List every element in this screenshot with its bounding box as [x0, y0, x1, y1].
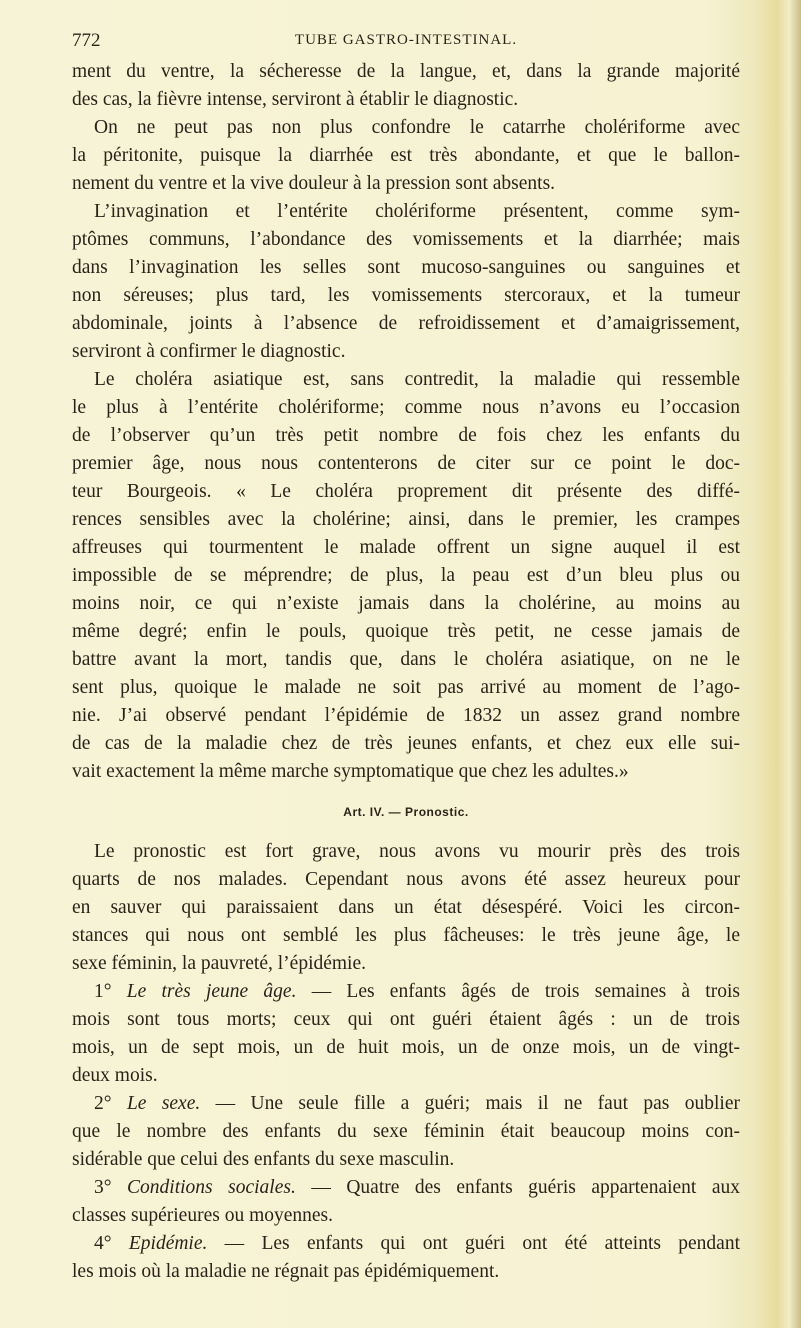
- text-run: vait exactement la même marche symptomatique que chez les adultes.»: [72, 761, 629, 782]
- text-run: — Les enfants âgés de trois semaines à trois: [296, 981, 740, 1002]
- text-run: de cas de la maladie chez de très jeunes enfants, et chez eux elle sui-: [72, 733, 740, 754]
- text-line: [72, 730, 740, 758]
- text-run: nie. J’ai observé pendant l’épidémie de 1832 un assez grand nombre: [72, 705, 740, 726]
- text-run: teur Bourgeois. « Le choléra proprement dit présente des diffé-: [72, 481, 740, 502]
- text-run: même degré; enfin le pouls, quoique très petit, ne cesse jamais de: [72, 621, 740, 642]
- text-line: [72, 58, 740, 86]
- text-line: [72, 86, 740, 114]
- text-run: — Les enfants qui ont guéri ont été atteints pendant: [207, 1233, 740, 1254]
- text-run: en sauver qui paraissaient dans un état désespéré. Voici les circon-: [72, 897, 740, 918]
- text-line: [72, 618, 740, 646]
- text-line: [72, 646, 740, 674]
- text-run: mois, un de sept mois, un de huit mois, un de onze mois, un de vingt-: [72, 1037, 740, 1058]
- text-line: [72, 338, 740, 366]
- section-heading: Art. IV. — Pronostic.: [343, 805, 469, 819]
- text-line: [72, 282, 740, 310]
- text-run: de l’observer qu’un très petit nombre de fois chez les enfants du: [72, 425, 740, 446]
- text-run: non séreuses; plus tard, les vomissements stercoraux, et la tumeur: [72, 285, 740, 306]
- text-run: — Une seule fille a guéri; mais il ne faut pas oublier: [200, 1093, 740, 1114]
- text-line: [72, 1090, 740, 1118]
- text-run: le plus à l’entérite cholériforme; comme nous n’avons eu l’occasion: [72, 397, 740, 418]
- text-line: [72, 1174, 740, 1202]
- text-line: [72, 978, 740, 1006]
- text-run: ment du ventre, la sécheresse de la langue, et, dans la grande majorité: [72, 61, 740, 82]
- text-line: [72, 198, 740, 226]
- text-run: — Quatre des enfants guéris appartenaient aux: [295, 1177, 740, 1198]
- text-line: [72, 142, 740, 170]
- text-line: [72, 1202, 740, 1230]
- text-line: [72, 758, 740, 786]
- text-run: sexe féminin, la pauvreté, l’épidémie.: [72, 953, 367, 974]
- text-run: la péritonite, puisque la diarrhée est très abondante, et que le ballon-: [72, 145, 740, 166]
- text-run: 1°: [94, 981, 127, 1002]
- text-run: Le pronostic est fort grave, nous avons vu mourir près des trois: [94, 841, 740, 862]
- text-line: [72, 422, 740, 450]
- paragraph: [72, 114, 740, 198]
- text-line: [72, 866, 740, 894]
- text-run: dans l’invagination les selles sont mucoso-sanguines ou sanguines et: [72, 257, 740, 278]
- text-run: quarts de nos malades. Cependant nous avons été assez heureux pour: [72, 869, 740, 890]
- text-line: [72, 254, 740, 282]
- italic-subheading: Le sexe.: [126, 1093, 201, 1114]
- paragraph: [72, 1090, 740, 1174]
- text-line: [72, 1062, 740, 1090]
- text-line: [72, 478, 740, 506]
- text-line: [72, 1118, 740, 1146]
- italic-subheading: Conditions sociales.: [127, 1177, 296, 1198]
- text-line: [72, 838, 740, 866]
- text-run: deux mois.: [72, 1065, 158, 1086]
- paragraph: [72, 1230, 740, 1286]
- text-line: [72, 894, 740, 922]
- running-header: [72, 30, 740, 58]
- page-number: 772: [72, 30, 101, 51]
- text-run: sent plus, quoique le malade ne soit pas arrivé au moment de l’ago-: [72, 677, 740, 698]
- text-run: rences sensibles avec la cholérine; ainsi, dans le premier, les crampes: [72, 509, 740, 530]
- text-run: les mois où la maladie ne régnait pas épidémiquement.: [72, 1261, 500, 1282]
- text-line: [72, 394, 740, 422]
- text-run: stances qui nous ont semblé les plus fâcheuses: le très jeune âge, le: [72, 925, 740, 946]
- paragraph: [72, 1174, 740, 1230]
- text-line: [72, 1034, 740, 1062]
- text-run: que le nombre des enfants du sexe féminin était beaucoup moins con-: [72, 1121, 740, 1142]
- text-run: moins noir, ce qui n’existe jamais dans la cholérine, au moins au: [72, 593, 740, 614]
- text-run: premier âge, nous nous contenterons de citer sur ce point le doc-: [72, 453, 740, 474]
- text-line: [72, 1146, 740, 1174]
- italic-subheading: Epidémie.: [128, 1233, 208, 1254]
- text-line: [72, 950, 740, 978]
- text-run: 3°: [94, 1177, 128, 1198]
- text-run: L’invagination et l’entérite cholériforme présentent, comme sym-: [94, 201, 740, 222]
- page-body: [72, 58, 740, 1286]
- text-line: [72, 674, 740, 702]
- text-line: [72, 534, 740, 562]
- text-run: impossible de se méprendre; de plus, la peau est d’un bleu plus ou: [72, 565, 740, 586]
- text-line: [72, 310, 740, 338]
- text-run: 2°: [94, 1093, 127, 1114]
- text-run: ptômes communs, l’abondance des vomissements et la diarrhée; mais: [72, 229, 740, 250]
- text-line: [72, 226, 740, 254]
- text-line: [72, 114, 740, 142]
- text-run: 4°: [94, 1233, 129, 1254]
- text-line: [72, 1006, 740, 1034]
- text-run: nement du ventre et la vive douleur à la pression sont absents.: [72, 173, 556, 194]
- text-line: [72, 590, 740, 618]
- text-line: [72, 562, 740, 590]
- paragraph: [72, 978, 740, 1090]
- text-run: serviront à confirmer le diagnostic.: [72, 341, 346, 362]
- running-title: TUBE GASTRO-INTESTINAL.: [294, 32, 518, 48]
- paragraph: [72, 198, 740, 366]
- text-line: [72, 506, 740, 534]
- text-run: On ne peut pas non plus confondre le catarrhe cholériforme avec: [94, 117, 740, 138]
- paragraph: [72, 838, 740, 978]
- text-run: battre avant la mort, tandis que, dans le choléra asiatique, on ne le: [72, 649, 740, 670]
- text-run: mois sont tous morts; ceux qui ont guéri étaient âgés : un de trois: [72, 1009, 740, 1030]
- text-run: des cas, la fièvre intense, serviront à établir le diagnostic.: [72, 89, 519, 110]
- text-line: [72, 702, 740, 730]
- text-line: [72, 922, 740, 950]
- text-line: [72, 450, 740, 478]
- paragraph: [72, 58, 740, 114]
- text-line: [72, 366, 740, 394]
- text-run: affreuses qui tourmentent le malade offrent un signe auquel il est: [72, 537, 740, 558]
- text-line: [72, 1230, 740, 1258]
- paragraph: [72, 366, 740, 786]
- italic-subheading: Le très jeune âge.: [126, 981, 297, 1002]
- text-run: classes supérieures ou moyennes.: [72, 1205, 334, 1226]
- text-run: sidérable que celui des enfants du sexe masculin.: [72, 1149, 455, 1170]
- text-line: [72, 170, 740, 198]
- text-line: [72, 1258, 740, 1286]
- text-run: Le choléra asiatique est, sans contredit, la maladie qui ressemble: [94, 369, 740, 390]
- text-run: abdominale, joints à l’absence de refroidissement et d’amaigrissement,: [72, 313, 740, 334]
